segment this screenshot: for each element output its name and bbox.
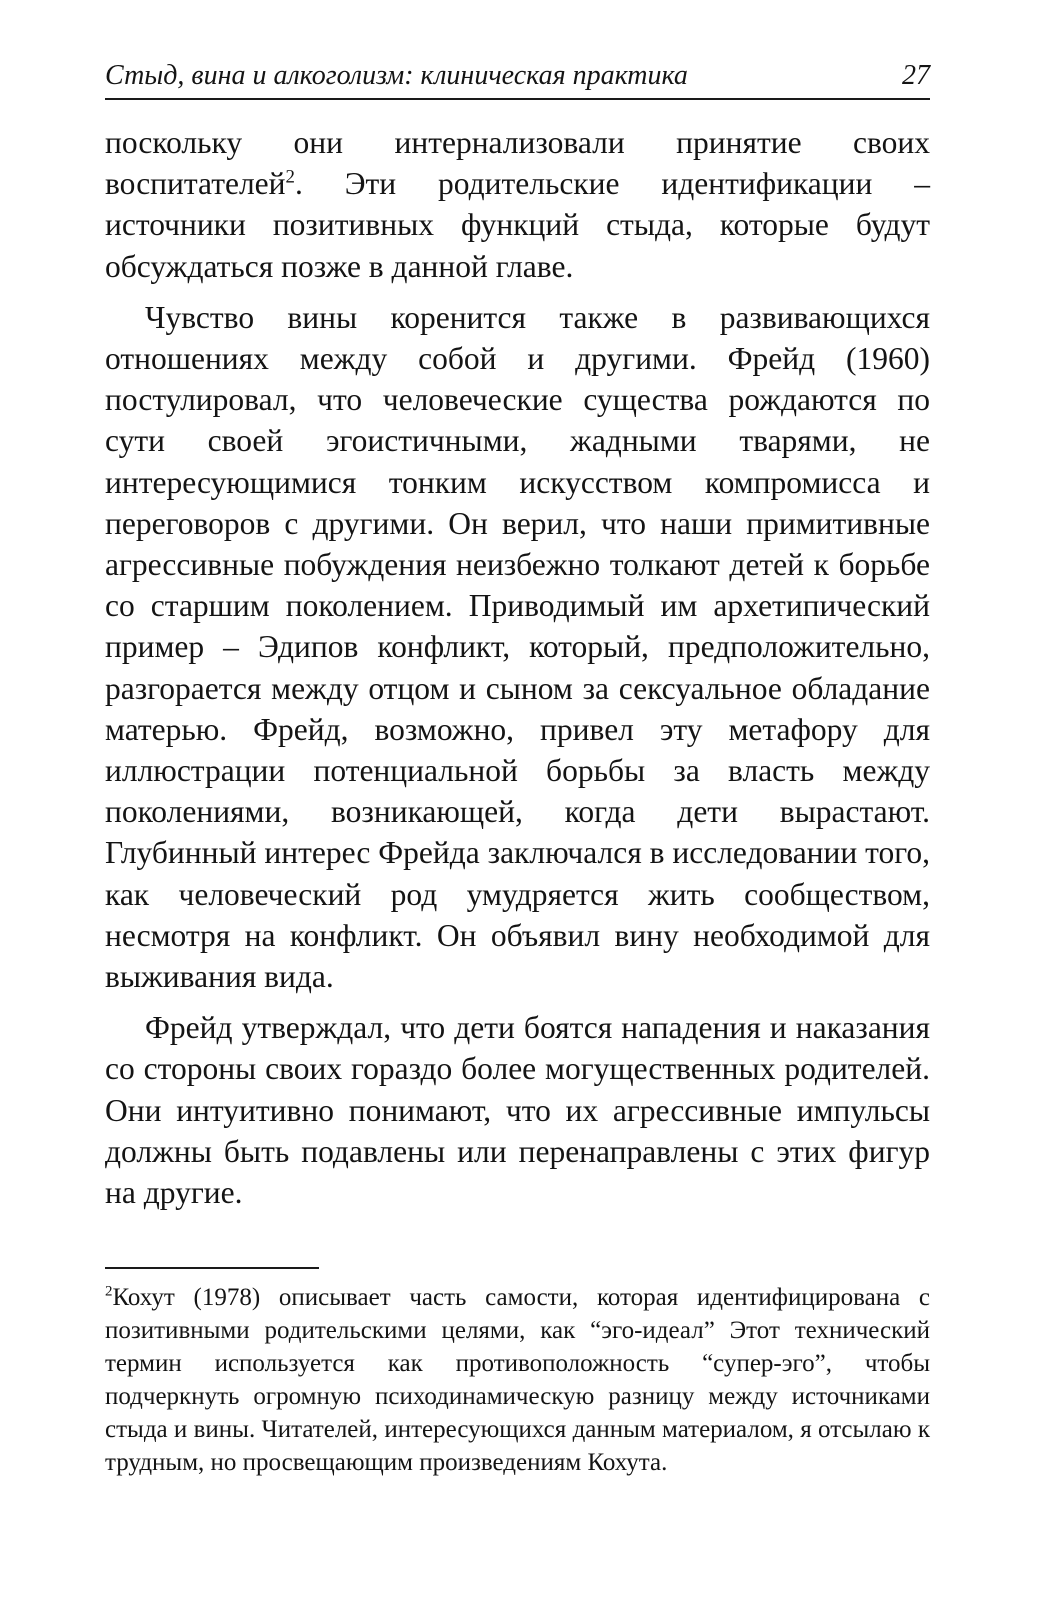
footnote-reference: 2 [285, 166, 295, 188]
paragraph-2: Чувство вины коренится также в развивающихся отношениях между собой и другими. Фрейд (1960) постулировал, что человеческие существа рождаются по сути своей эгоистичными, жадными тварями, не интересующимися тонким искусством компромисса и переговоров с другими. Он верил, что наши примитивные агрессивные побуждения неизбежно толкают детей к борьбе со старшим поколением. Приводимый им архетипический пример – Эдипов конфликт, который, предположительно, разгорается между отцом и сыном за сексуальное обладание матерью. Фрейд, возможно, привел эту метафору для иллюстрации потенциальной борьбы за власть между поколениями, возникающей, когда дети вырастают. Глубинный интерес Фрейда заключался в исследовании того, как человеческий род умудряется жить сообществом, несмотря на конфликт. Он объявил вину необходимой для выживания вида. [105, 299, 930, 995]
running-title: Стыд, вина и алкоголизм: клиническая практика [105, 60, 688, 91]
running-header [105, 54, 930, 100]
footnote-marker: 2 [105, 1283, 113, 1300]
footnote-divider [105, 1267, 319, 1269]
footnote-paragraph [105, 1281, 930, 1479]
footnote [105, 1281, 930, 1479]
footnote-text: Кохут (1978) описывает часть самости, которая идентифицирована с позитивными родительскими целями, как “эго-идеал” Этот технический термин используется как противоположность “супер-эго”, чтобы подчеркнуть огромную психодинамическую разницу между источниками стыда и вины. Читателей, интересующихся данным материалом, я отсылаю к трудным, но просвещающим произведениям Кохута. [105, 1284, 930, 1477]
paragraph-3: Фрейд утверждал, что дети боятся нападения и наказания со стороны своих гораздо более могущественных родителей. Они интуитивно понимают, что их агрессивные импульсы должны быть подавлены или перенаправлены с этих фигур на другие. [105, 1010, 930, 1211]
paragraph-1 [105, 122, 930, 287]
book-page [105, 54, 930, 1479]
paragraph-1-continuation: . Эти родительские идентификации – источники позитивных функций стыда, которые будут обсуждаться позже в данной главе. [105, 166, 930, 284]
page-number: 27 [902, 60, 930, 91]
paragraph-1-text: поскольку они интернализовали принятие своих воспитателей [105, 125, 930, 202]
main-text [105, 122, 930, 1213]
